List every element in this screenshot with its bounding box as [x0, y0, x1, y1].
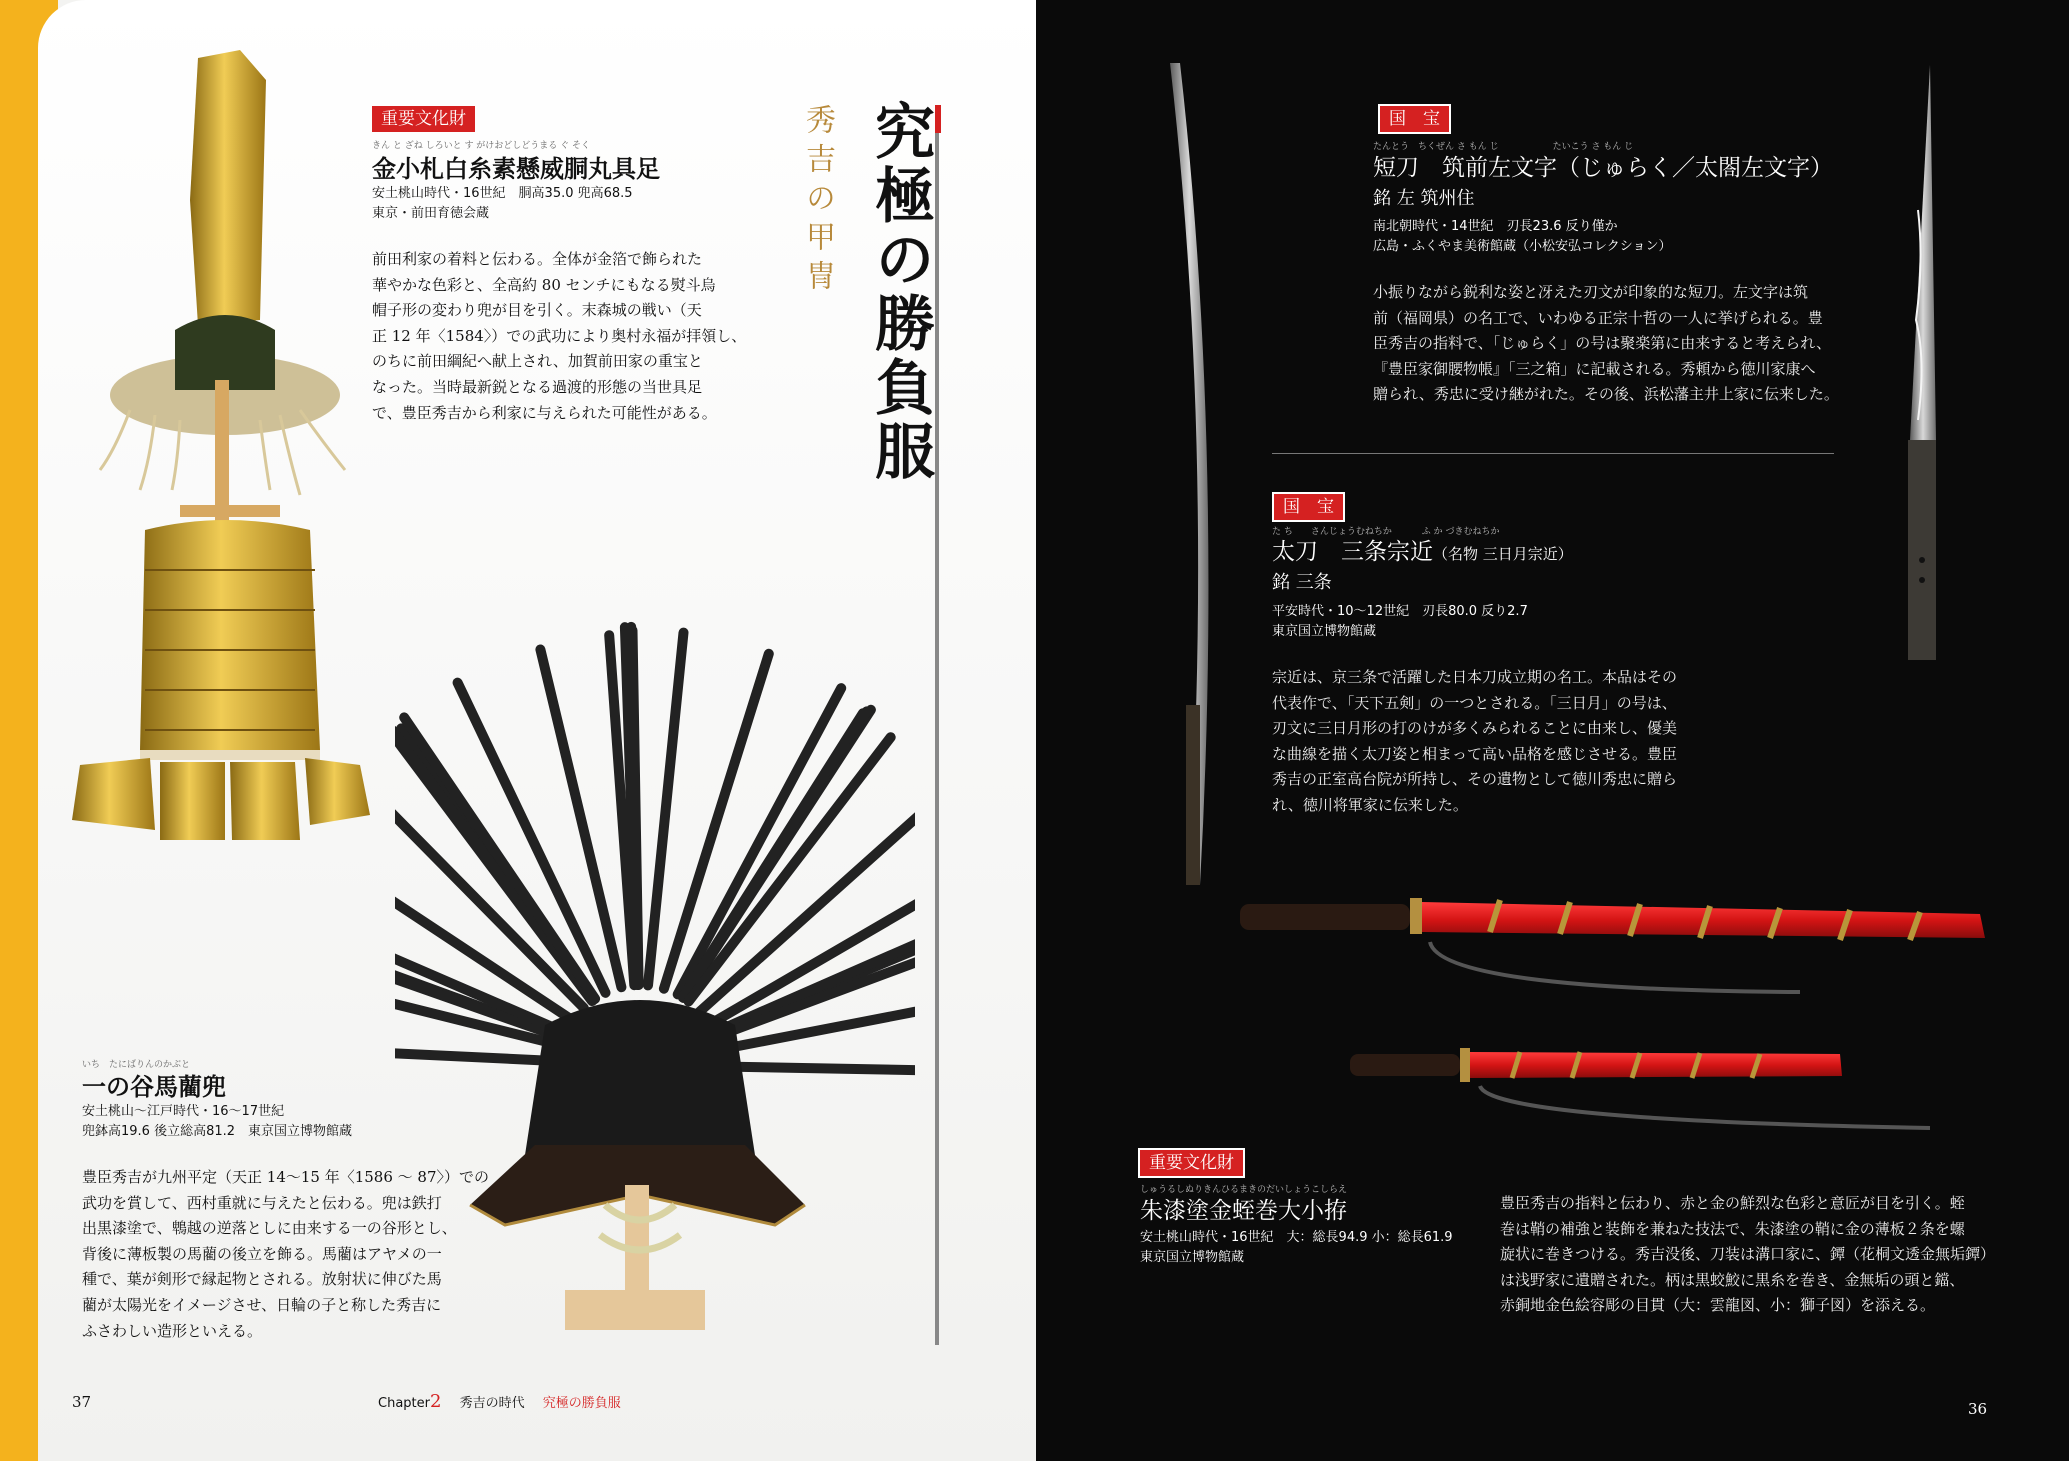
armor-ruby: きん と ざね しろいと す がけおどしどうまる ぐ そく	[372, 141, 591, 151]
daisho-meta: 安土桃山時代・16世紀 大：総長94.9 小：総長61.9 東京国立博物館蔵	[1140, 1230, 1453, 1265]
tachi-badge: 国 宝	[1272, 492, 1345, 522]
tachi-title-main: 太刀 三条宗近	[1272, 539, 1433, 565]
chapter-title: 秀吉の時代	[459, 1396, 525, 1411]
page-number-right: 36	[1968, 1400, 1988, 1418]
helmet-ruby: いち たにばりんのかぶと	[82, 1060, 191, 1070]
page-number-left: 37	[72, 1393, 92, 1411]
tanto-description: 小振りながら鋭利な姿と冴えた刃文が印象的な短刀。左文字は筑 前（福岡県）の名工で、いわゆる正宗十哲の一人に挙げられる。豊 臣秀吉の指料で、「じゅらく」の号は聚楽第に由来すると考えられ、 『豊臣家御腰物帳』「三之箱」に記載される。秀頼から徳川家康へ 贈られ、秀忠に受け継がれた。その後、浜松藩主井上家に伝来した。	[1373, 283, 1839, 404]
tachi-description: 宗近は、京三条で活躍した日本刀成立期の名工。本品はその 代表作で、「天下五剣」の一つとされる。「三日月」の号は、 刃文に三日月形の打のけが多くみられることに由来し、優美 な曲線を描く太刀姿と相まって高い品格を感じさせる。豊臣 秀吉の正室高台院が所持し、その遺物として徳川秀忠に贈ら れ、徳川将軍家に伝来した。	[1272, 668, 1678, 814]
tachi-meta: 平安時代・10～12世紀 刃長80.0 反り2.7 東京国立博物館蔵	[1272, 604, 1528, 639]
chapter-number: 2	[429, 1391, 442, 1412]
tanto-title: 短刀 筑前左文字（じゅらく／太閤左文字）	[1373, 155, 1833, 181]
helmet-description: 豊臣秀吉が九州平定（天正 14～15 年〈1586 ～ 87〉）での 武功を賞して、西村重就に与えたと伝わる。兜は鉄打 出黒漆塗で、鵯越の逆落としに由来する一の谷形とし、 背後に薄板製の馬藺の後立を飾る。馬藺はアヤメの一 種で、葉が剣形で縁起物とされる。放射状に伸びた馬 藺が太陽光をイメージさせ、日輪の子と称した秀吉に ふさわしい造形といえる。	[82, 1168, 490, 1340]
daisho-ruby: しゅうるしぬりきんひるまきのだいしょうこしらえ	[1140, 1185, 1348, 1195]
tanto-ruby: たんとう ちくぜん さ もん じ たいこう さ もん じ	[1373, 142, 1634, 152]
helmet-crest-blade	[395, 1047, 560, 1061]
tachi-title	[1272, 533, 1573, 566]
armor-badge: 重要文化財	[372, 106, 475, 132]
helmet-meta: 安土桃山～江戸時代・16～17世紀 兜鉢高19.6 後立総高81.2 東京国立博物館蔵	[82, 1104, 353, 1139]
vertical-rule	[935, 105, 939, 1345]
tanto-badge: 国 宝	[1378, 104, 1451, 134]
daisho-badge: 重要文化財	[1138, 1148, 1245, 1178]
armor-meta: 安土桃山時代・16世紀 胴高35.0 兜高68.5 東京・前田育徳会蔵	[372, 186, 633, 221]
tachi-signature: 銘 三条	[1272, 572, 1332, 593]
chapter-label: Chapter	[378, 1396, 430, 1411]
chapter-footer	[378, 1391, 621, 1412]
armor-title: 金小札白糸素懸威胴丸具足	[372, 154, 660, 183]
tachi-title-note: （名物 三日月宗近）	[1433, 545, 1573, 563]
section-title: 究極の勝負服	[542, 1396, 621, 1411]
feature-subtitle: 秀吉の甲冑	[800, 104, 835, 299]
tachi-ruby: た ち さんじょうむねちか ふ か づきむねちか	[1272, 527, 1500, 537]
vertical-rule-accent	[935, 105, 941, 133]
helmet-crest-blade	[720, 1067, 915, 1073]
tanto-signature: 銘 左 筑州住	[1373, 188, 1475, 209]
tanto-meta: 南北朝時代・14世紀 刃長23.6 反り僅か 広島・ふくやま美術館蔵（小松安弘コレクション）	[1373, 219, 1672, 254]
tachi-blade-image	[1160, 55, 1220, 895]
armor-image	[60, 50, 380, 850]
daisho-koshirae-image	[1240, 880, 1990, 1140]
armor-description: 前田利家の着料と伝わる。全体が金箔で飾られた 華やかな色彩と、全高約 80 センチにもなる熨斗烏 帽子形の変わり兜が目を引く。末森城の戦い（天 正 12 年〈1584〉）での武功により奥村永福が拝領し、 のちに前田綱紀へ献上され、加賀前田家の重宝と なった。当時最新鋭となる過渡的形態の当世具足 で、豊臣秀吉から利家に与えられた可能性がある。	[372, 250, 747, 422]
daisho-description: 豊臣秀吉の指料と伝わり、赤と金の鮮烈な色彩と意匠が目を引く。蛭 巻は鞘の補強と装飾を兼ねた技法で、朱漆塗の鞘に金の薄板２条を螺 旋状に巻きつける。秀吉没後、刀装は溝口家に、鐔（花桐文透金無垢鐔） は浅野家に遺贈された。柄は黒蛟鮫に黒糸を巻き、金無垢の頭と鐺、 赤銅地金色絵容彫の目貫（大：雲龍図、小：獅子図）を添える。	[1500, 1194, 1996, 1315]
section-divider	[1272, 453, 1834, 454]
tanto-blade-image	[1880, 60, 1950, 670]
helmet-title: 一の谷馬藺兜	[82, 1072, 226, 1101]
feature-title: 究極の勝負服	[865, 100, 935, 484]
daisho-title: 朱漆塗金蛭巻大小拵	[1140, 1198, 1347, 1224]
